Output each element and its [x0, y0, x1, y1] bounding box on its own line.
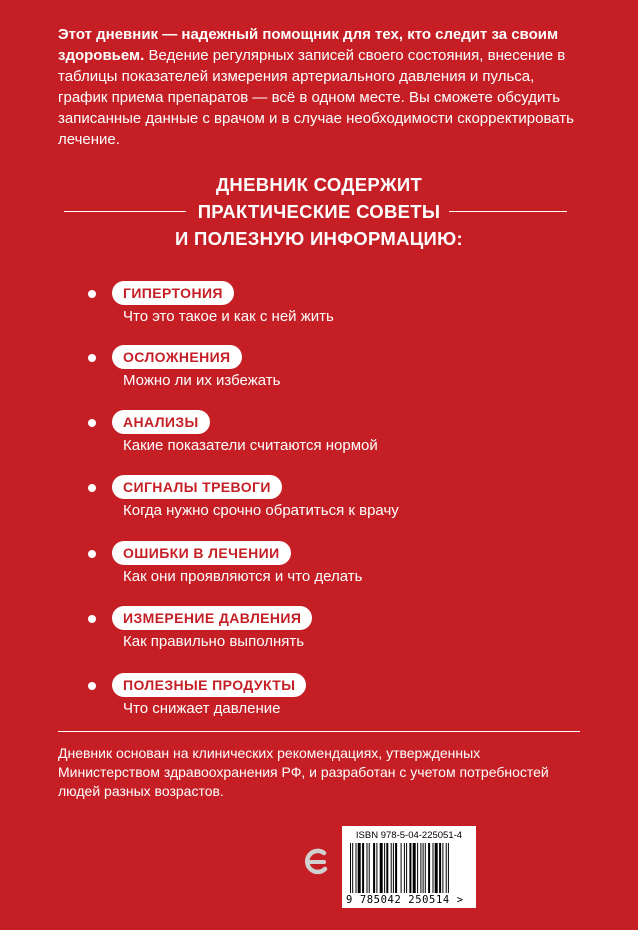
isbn-label: ISBN 978-5-04-225051-4	[355, 830, 463, 841]
barcode-digits: 9 785042 250514 >	[346, 894, 464, 906]
topic-description: Когда нужно срочно обратиться к врачу	[123, 502, 399, 519]
topic-description: Можно ли их избежать	[123, 372, 281, 389]
list-item	[88, 345, 548, 405]
topic-description: Как правильно выполнять	[123, 633, 305, 650]
topic-description: Что снижает давление	[123, 700, 281, 717]
barcode-bars	[350, 843, 468, 893]
topic-pill: ОСЛОЖНЕНИЯ	[112, 345, 242, 369]
footer-note: Дневник основан на клинических рекомендациях, утвержденных Министерством здравоохранения РФ, и разработан с учетом потребностей людей разных возрастов.	[58, 745, 549, 799]
topic-pill: ОШИБКИ В ЛЕЧЕНИИ	[112, 541, 291, 565]
list-item	[88, 673, 548, 733]
heading-line-1: ДНЕВНИК СОДЕРЖИТ	[215, 174, 423, 195]
footer-divider	[58, 731, 580, 732]
topic-pill: ГИПЕРТОНИЯ	[112, 281, 234, 305]
list-item	[88, 475, 548, 535]
bullet-dot	[88, 484, 96, 492]
heading-line-3: И ПОЛЕЗНУЮ ИНФОРМАЦИЮ:	[174, 228, 463, 249]
bullet-dot	[88, 354, 96, 362]
topic-pill: ИЗМЕРЕНИЕ ДАВЛЕНИЯ	[112, 606, 312, 630]
heading-rule-left	[64, 211, 186, 212]
bullet-dot	[88, 290, 96, 298]
list-item	[88, 541, 548, 601]
topic-pill: АНАЛИЗЫ	[112, 410, 210, 434]
topic-description: Что это такое и как с ней жить	[123, 308, 334, 325]
list-item	[88, 410, 548, 470]
heading-rule-right	[449, 211, 567, 212]
publisher-logo-icon	[302, 840, 330, 884]
bullet-dot	[88, 419, 96, 427]
isbn-barcode	[342, 826, 476, 908]
heading-line-2: ПРАКТИЧЕСКИЕ СОВЕТЫ	[197, 201, 441, 222]
topic-description: Какие показатели считаются нормой	[123, 437, 378, 454]
bullet-dot	[88, 615, 96, 623]
topic-pill: ПОЛЕЗНЫЕ ПРОДУКТЫ	[112, 673, 306, 697]
bullet-dot	[88, 682, 96, 690]
topic-pill: СИГНАЛЫ ТРЕВОГИ	[112, 475, 282, 499]
topic-description: Как они проявляются и что делать	[123, 568, 363, 585]
intro-paragraph	[58, 24, 578, 150]
list-item	[88, 281, 548, 341]
bullet-dot	[88, 550, 96, 558]
intro-bold: Этот дневник — надежный помощник для тех, кто следит за своим здоровьем.	[58, 26, 559, 64]
intro-text: Ведение регулярных записей своего состояния, внесение в таблицы показателей измерения артериального давления и пульса, график приема препаратов — всё в одном месте. Вы сможете обсудить записанные данные с врачом и в случае необходимости скорректировать лечение.	[58, 47, 574, 148]
list-item	[88, 606, 548, 666]
